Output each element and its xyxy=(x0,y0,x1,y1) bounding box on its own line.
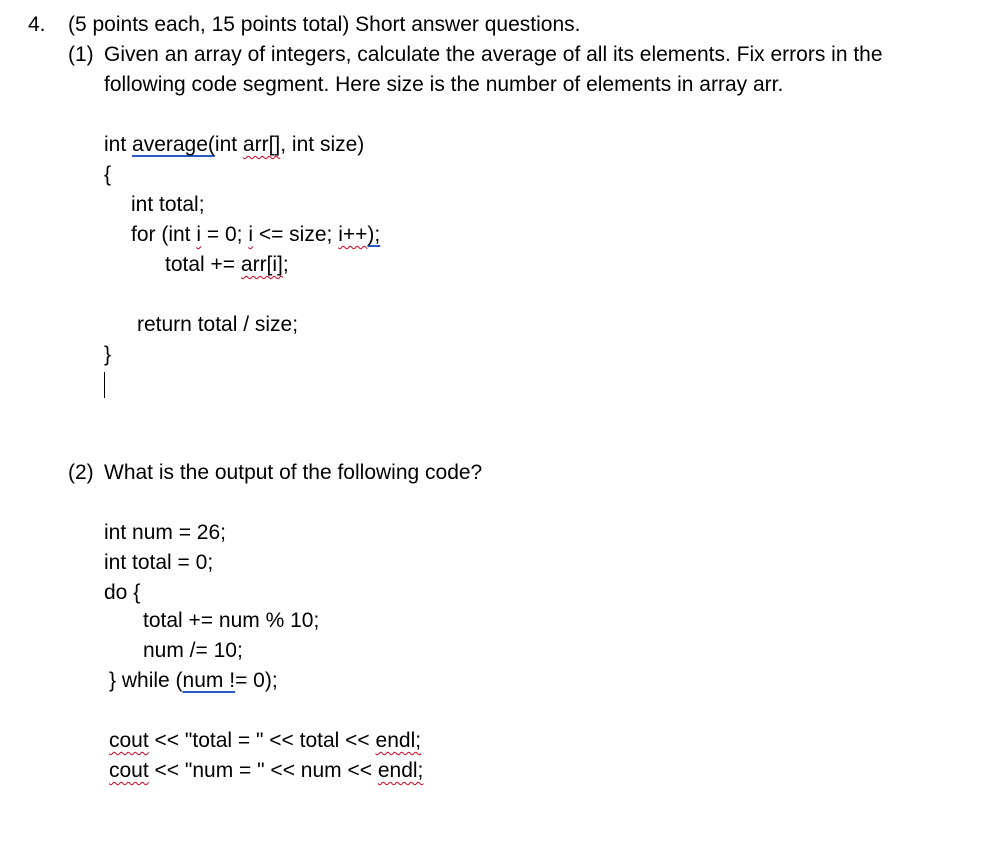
code1-sig-rest: , int size) xyxy=(280,133,365,156)
code2-endl1: endl; xyxy=(375,729,422,752)
code1-for-start: for (int xyxy=(131,223,197,246)
code2-line4: total += num % 10; xyxy=(143,609,320,632)
code1-body-start: total += xyxy=(165,253,241,276)
code1-sig-int2: int xyxy=(214,133,243,156)
code1-for-i2: i xyxy=(248,223,253,246)
code1-body-end: ; xyxy=(282,253,289,276)
code1-for-i1: i xyxy=(196,223,202,246)
text-cursor xyxy=(104,372,105,398)
code1-loop-body xyxy=(165,252,289,278)
code1-for-semicolon: ; xyxy=(374,223,381,246)
code2-line8-mid: << "num = " << num << xyxy=(148,759,378,782)
code2-line3: do { xyxy=(104,581,141,604)
code1-for-cond: <= size; xyxy=(252,223,339,246)
code2-cout2: cout xyxy=(109,759,149,782)
code2-line2: int total = 0; xyxy=(104,551,214,574)
code1-open-brace: { xyxy=(104,163,112,186)
code2-line1: int num = 26; xyxy=(104,521,226,544)
code1-return: return total / size; xyxy=(137,313,299,336)
code1-for-init: = 0; xyxy=(201,223,249,246)
code1-for-incr: i++ xyxy=(338,223,368,246)
code2-line7-mid: << "total = " << total << xyxy=(148,729,376,752)
code2-line6 xyxy=(109,668,278,694)
code2-line5: num /= 10; xyxy=(143,639,243,662)
question-number: 4. xyxy=(28,13,46,36)
code1-close-brace: } xyxy=(104,343,112,366)
code2-while-start: } while ( xyxy=(109,669,183,692)
code2-line8 xyxy=(109,758,423,784)
code1-for-loop xyxy=(131,222,380,248)
part2-label: (2) xyxy=(68,461,94,484)
question-header: (5 points each, 15 points total) Short answer questions. xyxy=(68,13,581,36)
code2-while-end: = 0); xyxy=(235,669,278,692)
code1-sig-int: int xyxy=(104,133,133,156)
code1-body-arr: arr[i] xyxy=(240,253,283,276)
part1-text-line2: following code segment. Here size is the number of elements in array arr. xyxy=(104,73,784,96)
code2-endl2: endl; xyxy=(377,759,424,782)
code1-sig-arr: arr[] xyxy=(242,133,281,156)
code2-line7 xyxy=(109,728,421,754)
code2-cout1: cout xyxy=(109,729,149,752)
code1-declaration: int total; xyxy=(131,193,205,216)
part1-label: (1) xyxy=(68,43,94,66)
part2-text: What is the output of the following code? xyxy=(104,461,483,484)
code1-sig-average: average( xyxy=(132,133,215,156)
code1-signature xyxy=(104,132,364,158)
code1-for-paren: ) xyxy=(367,223,375,246)
part1-text-line1: Given an array of integers, calculate the average of all its elements. Fix errors in the xyxy=(104,43,883,66)
code2-while-num: num ! xyxy=(182,669,236,692)
